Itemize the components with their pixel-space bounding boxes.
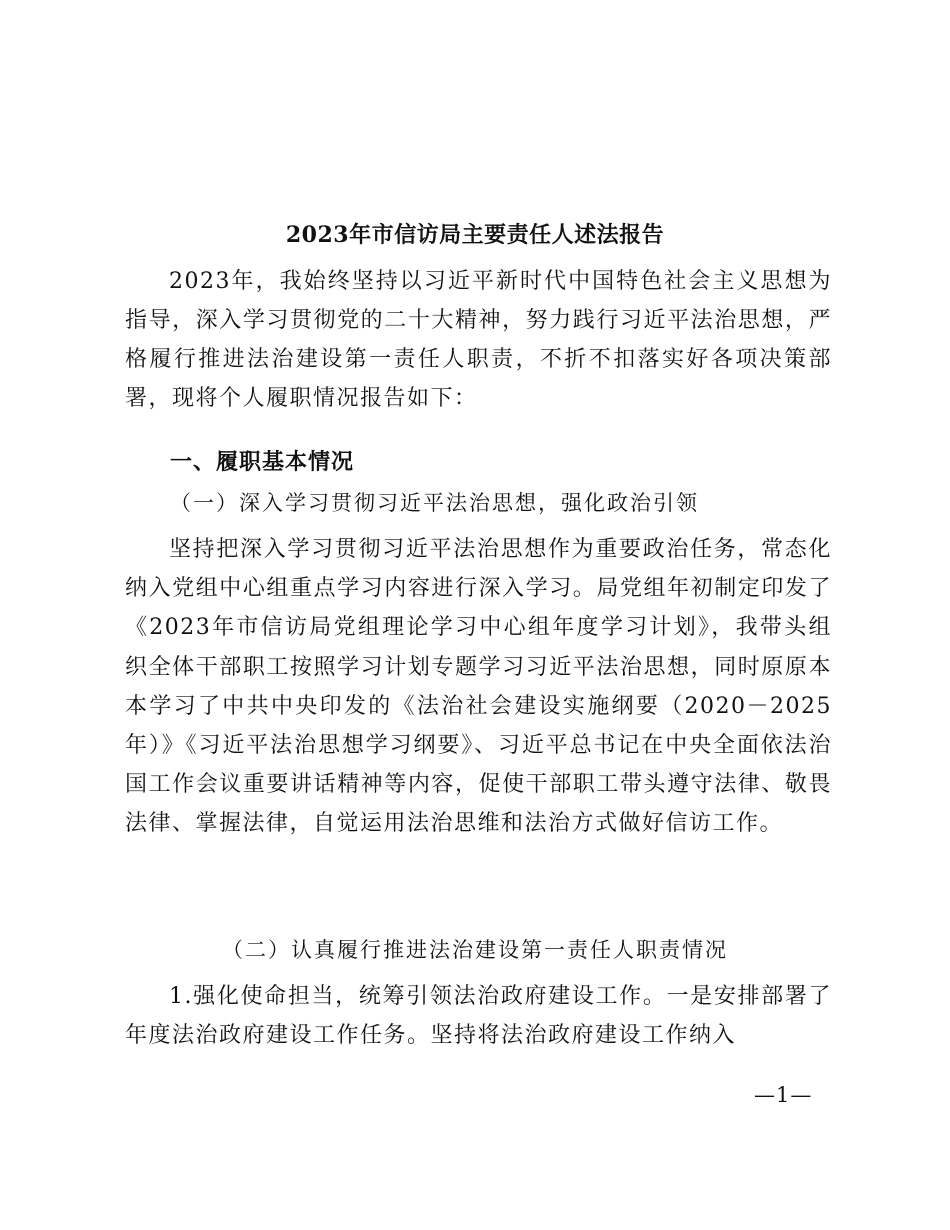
page-number: —1— [754, 1083, 813, 1107]
subsection-2-paragraph: 1.强化使命担当，统筹引领法治政府建设工作。一是安排部署了年度法治政府建设工作任务。坚持将法治政府建设工作纳入 [125, 984, 832, 1048]
subsection-heading-1: （一）深入学习贯彻习近平法治思想，强化政治引领 [170, 491, 699, 515]
intro-paragraph: 2023年，我始终坚持以习近平新时代中国特色社会主义思想为指导，深入学习贯彻党的二十大精神，努力践行习近平法治思想，严格履行推进法治建设第一责任人职责，不折不扣落实好各项决策部署，现将个人履职情况报告如下： [125, 269, 832, 411]
section-heading: 一、履职基本情况 [170, 450, 355, 475]
document-title: 2023年市信访局主要责任人述法报告 [285, 222, 665, 248]
subsection-heading-2: （二）认真履行推进法治建设第一责任人职责情况 [222, 938, 728, 962]
subsection-1-paragraph: 坚持把深入学习贯彻习近平法治思想作为重要政治任务，常态化纳入党组中心组重点学习内容进行深入学习。局党组年初制定印发了《2023年市信访局党组理论学习中心组年度学习计划》，我带头组织全体干部职工按照学习计划专题学习习近平法治思想，同时原原本本学习了中共中央印发的《法治社会建设实施纲要（2020－2025年）》《习近平法治思想学习纲要》、习近平总书记在中央全面依法治国工作会议重要讲话精神等内容，促使干部职工带头遵守法律、敬畏法律、掌握法律，自觉运用法治思维和法治方式做好信访工作。 [125, 537, 832, 837]
